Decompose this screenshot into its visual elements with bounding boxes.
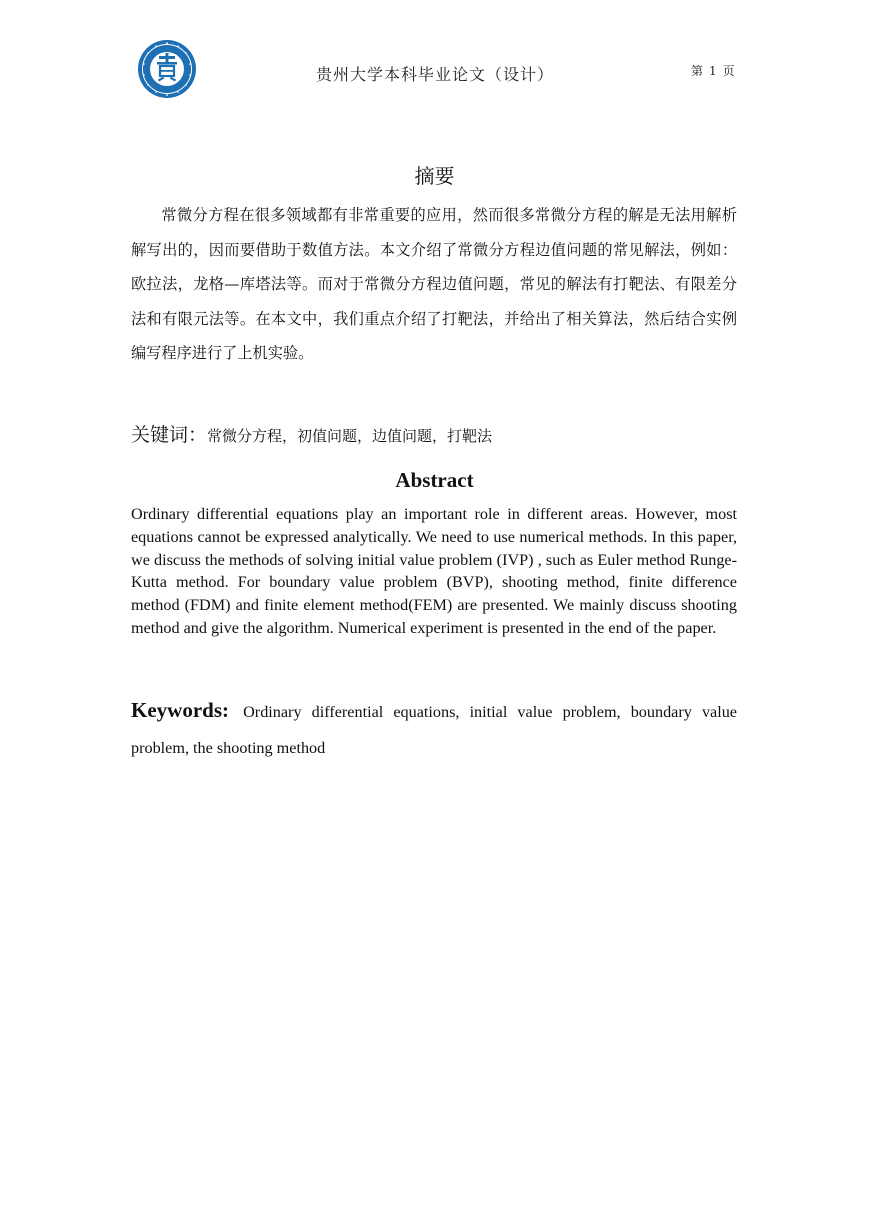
english-abstract-body: Ordinary differential equations play an important role in different areas. However, most equations cannot be expressed analytically. We need to use numerical methods. In this paper, we discuss the methods of solving initial value problem (IVP) , such as Euler method Runge-Kutta method. For boundary value problem (BVP), shooting method, finite difference method (FDM) and finite element method(FEM) are presented. We mainly discuss shooting method and give the algorithm. Numerical experiment is presented in the end of the paper. [131, 505, 737, 637]
page-prefix: 第 [691, 64, 704, 78]
chinese-keywords [131, 420, 737, 447]
english-keywords [131, 692, 737, 766]
english-keywords-label: Keywords: [131, 698, 229, 722]
page-number: 1 [709, 64, 717, 78]
english-abstract-title: Abstract [395, 468, 474, 492]
english-keywords-value: Ordinary differential equations, initial value problem, boundary value problem, the shooting method [131, 703, 737, 757]
university-seal-icon [136, 38, 198, 100]
page-number-label [688, 62, 738, 79]
header-university-title: 贵州大学本科毕业论文（设计） [315, 65, 554, 84]
chinese-abstract-body: 常微分方程在很多领域都有非常重要的应用，然而很多常微分方程的解是无法用解析解写出的，因而要借助于数值方法。本文介绍了常微分方程边值问题的常见解法，例如：欧拉法，龙格—库塔法等。而对于常微分方程边值问题，常见的解法有打靶法、有限差分法和有限元法等。在本文中，我们重点介绍了打靶法，并给出了相关算法，然后结合实例编写程序进行了上机实验。 [131, 206, 737, 362]
chinese-keywords-value: 常微分方程，初值问题，边值问题，打靶法 [207, 427, 493, 445]
page-suffix: 页 [722, 64, 735, 78]
chinese-keywords-label: 关键词： [131, 424, 208, 446]
chinese-abstract-title: 摘要 [414, 164, 455, 188]
